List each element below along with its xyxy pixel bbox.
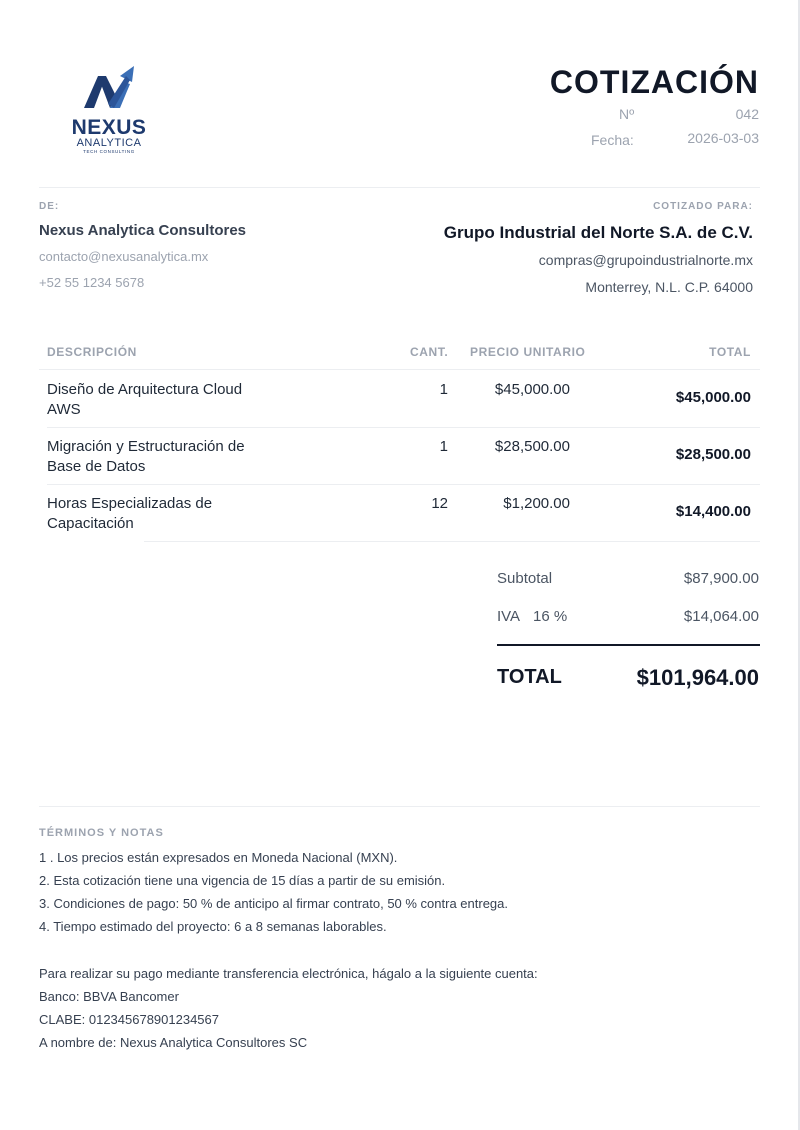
quote-number: 042 — [735, 106, 759, 122]
from-label: DE: — [39, 201, 60, 212]
header-divider — [39, 187, 760, 188]
row-qty: 1 — [439, 381, 448, 398]
client-address: Monterrey, N.L. C.P. 64000 — [585, 279, 753, 295]
row-total: $45,000.00 — [675, 389, 751, 406]
payment-line: Banco: BBVA Bancomer — [39, 989, 179, 1004]
row-divider — [47, 427, 760, 428]
subtotal-label: Subtotal — [497, 570, 553, 587]
col-header-unit-price: PRECIO UNITARIO — [470, 345, 586, 359]
payment-line: CLABE: 012345678901234567 — [39, 1012, 219, 1027]
company-email: contacto@nexusanalytica.mx — [39, 249, 209, 264]
row-total: $14,400.00 — [675, 503, 751, 520]
notes-heading: TÉRMINOS Y NOTAS — [39, 827, 164, 839]
payment-line: Para realizar su pago mediante transferencia electrónica, hágalo a la siguiente cuenta: — [39, 966, 538, 981]
client-name: Grupo Industrial del Norte S.A. de C.V. — [443, 223, 753, 242]
logo-name: NEXUS — [71, 116, 147, 139]
quote-date: 2026-03-03 — [687, 130, 759, 146]
subtotal-value: $87,900.00 — [683, 570, 759, 587]
client-email: compras@grupoindustrialnorte.mx — [538, 252, 753, 268]
payment-line: A nombre de: Nexus Analytica Consultores SC — [39, 1035, 308, 1050]
tax-label: IVA — [497, 608, 521, 625]
document-title: COTIZACIÓN — [549, 64, 759, 100]
col-header-description: DESCRIPCIÓN — [47, 345, 137, 359]
col-header-total: TOTAL — [709, 345, 751, 359]
row-description-line1: Migración y Estructuración de — [47, 438, 245, 455]
grand-total-value: $101,964.00 — [636, 665, 759, 690]
row-description-line2: Capacitación — [47, 515, 134, 532]
company-name: Nexus Analytica Consultores — [39, 222, 247, 239]
row-qty: 12 — [431, 495, 448, 512]
logo-arrow-icon — [80, 62, 138, 114]
tax-value: $14,064.00 — [683, 608, 759, 625]
company-phone: +52 55 1234 5678 — [39, 275, 145, 290]
logo-tagline: TECH CONSULTING — [83, 149, 135, 154]
notes-divider — [39, 806, 760, 807]
row-divider — [144, 541, 760, 542]
row-description-line1: Horas Especializadas de — [47, 495, 213, 512]
term-line: 3. Condiciones de pago: 50 % de anticipo al firmar contrato, 50 % contra entrega. — [39, 896, 509, 911]
term-line: 4. Tiempo estimado del proyecto: 6 a 8 semanas laborables. — [39, 919, 387, 934]
row-unit-price: $45,000.00 — [494, 381, 570, 398]
to-label: COTIZADO PARA: — [653, 201, 753, 212]
total-divider — [497, 644, 760, 646]
row-description-line2: Base de Datos — [47, 458, 146, 475]
quote-number-label: Nº — [619, 106, 635, 122]
table-header-divider — [39, 369, 760, 370]
col-header-qty: CANT. — [410, 345, 449, 359]
row-description-line2: AWS — [47, 401, 81, 418]
row-qty: 1 — [439, 438, 448, 455]
row-divider — [47, 484, 760, 485]
date-label: Fecha: — [591, 132, 634, 148]
row-unit-price: $1,200.00 — [503, 495, 570, 512]
row-unit-price: $28,500.00 — [494, 438, 570, 455]
tax-rate: 16 % — [533, 608, 568, 625]
company-logo — [64, 60, 164, 160]
term-line: 1 . Los precios están expresados en Moneda Nacional (MXN). — [39, 850, 398, 865]
term-line: 2. Esta cotización tiene una vigencia de 15 días a partir de su emisión. — [39, 873, 446, 888]
row-description-line1: Diseño de Arquitectura Cloud — [47, 381, 243, 398]
logo-subtitle: ANALYTICA — [76, 137, 142, 149]
grand-total-label: TOTAL — [497, 666, 562, 688]
row-total: $28,500.00 — [675, 446, 751, 463]
